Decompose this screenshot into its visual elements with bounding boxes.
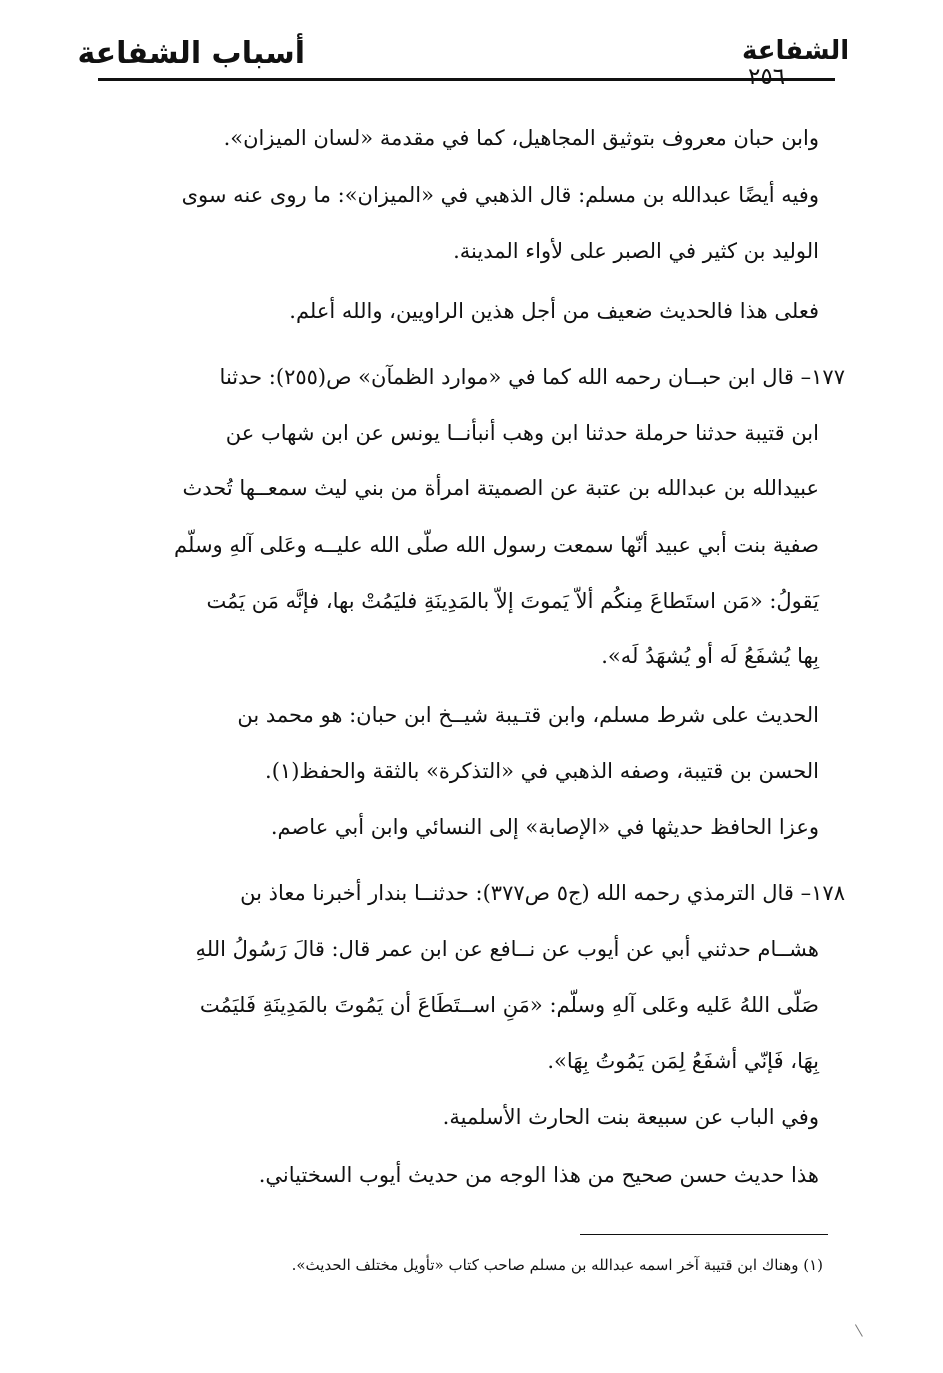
scan-mark bbox=[855, 1321, 868, 1337]
hadith-177-line: يَقولُ: «مَن استَطاعَ مِنكُم ألاّ يَموتَ إلاّ بالمَدِينَةِ فليَمُتْ بها، فإنَّه مَن يَمُت bbox=[206, 589, 819, 613]
chapter-title: أسباب الشفاعة bbox=[77, 36, 305, 71]
running-head: الشفاعة bbox=[742, 36, 850, 66]
hadith-177-line: عبيدالله بن عبدالله بن عتبة عن الصميتة امرأة من بني ليث سمعــها تُحدث bbox=[182, 476, 819, 500]
hadith-177-line: صفية بنت أبي عبيد أنّها سمعت رسول الله صلّى الله عليــه وعَلى آلهِ وسلّم bbox=[174, 533, 819, 557]
hadith-178-line: بِهَا، فَإنّي أشفَعُ لِمَن يَمُوتُ بِهَا». bbox=[547, 1049, 819, 1073]
hadith-178-line: ١٧٨– قال الترمذي رحمه الله (ج٥ ص٣٧٧): حدثنــا بندار أخبرنا معاذ بن bbox=[240, 881, 845, 905]
hadith-177-line: بِها يُشفَعُ لَه أو يُشهَدُ لَه». bbox=[601, 644, 819, 668]
body-line: وفيه أيضًا عبدالله بن مسلم: قال الذهبي في «الميزان»: ما روى عنه سوى bbox=[181, 183, 819, 207]
commentary-line: وفي الباب عن سبيعة بنت الحارث الأسلمية. bbox=[442, 1105, 819, 1129]
header-rule bbox=[98, 78, 835, 81]
body-line: وابن حبان معروف بتوثيق المجاهيل، كما في مقدمة «لسان الميزان». bbox=[223, 126, 819, 150]
hadith-177-line: ابن قتيبة حدثنا حرملة حدثنا ابن وهب أنبأنــا يونس عن ابن شهاب عن bbox=[225, 421, 819, 445]
commentary-line: الحديث على شرط مسلم، وابن قتـيبة شيــخ ابن حبان: هو محمد بن bbox=[237, 703, 819, 727]
hadith-177-line: ١٧٧– قال ابن حبــان رحمه الله كما في «موارد الظمآن» ص(٢٥٥): حدثنا bbox=[219, 365, 845, 389]
body-line: فعلى هذا فالحديث ضعيف من أجل هذين الراويين، والله أعلم. bbox=[289, 299, 819, 323]
commentary-line: وعزا الحافظ حديثها في «الإصابة» إلى النسائي وابن أبي عاصم. bbox=[270, 815, 819, 839]
commentary-line: الحسن بن قتيبة، وصفه الذهبي في «التذكرة» بالثقة والحفظ(١). bbox=[265, 759, 819, 783]
commentary-line: هذا حديث حسن صحيح من هذا الوجه من حديث أيوب السختياني. bbox=[258, 1163, 819, 1187]
page-number: ٢٥٦ bbox=[748, 64, 786, 90]
hadith-178-line: هشــام حدثني أبي عن أيوب عن نــافع عن ابن عمر قال: قالَ رَسُولُ اللهِ bbox=[195, 937, 819, 961]
hadith-178-line: صَلّى اللهُ عَليه وعَلى آلهِ وسلّم: «مَنِ اســتَطَاعَ أن يَمُوتَ بالمَدِينَةِ فَليَمُت bbox=[199, 993, 819, 1017]
footnote-rule bbox=[580, 1234, 828, 1235]
body-line: الوليد بن كثير في الصبر على لأواء المدينة. bbox=[453, 239, 819, 263]
footnote: (١) وهناك ابن قتيبة آخر اسمه عبدالله بن مسلم صاحب كتاب «تأويل مختلف الحديث». bbox=[291, 1256, 823, 1274]
